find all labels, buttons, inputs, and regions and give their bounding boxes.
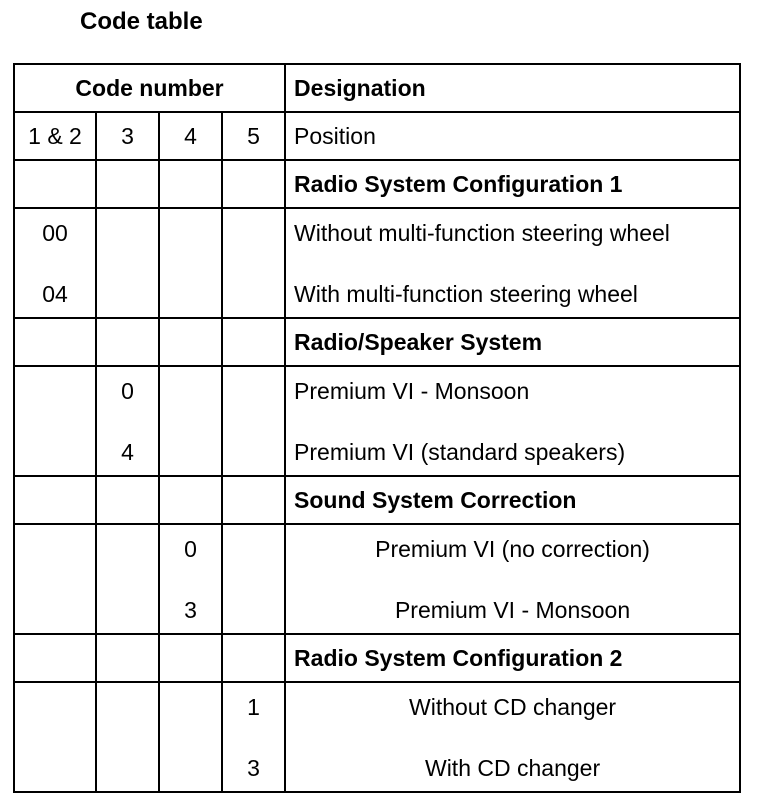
designation-value: Premium VI - Monsoon (394, 596, 631, 623)
designation-cell (285, 366, 740, 476)
designation-value: Premium VI (standard speakers) (294, 438, 626, 465)
code-number-header: Code number (14, 64, 285, 112)
empty-cell (159, 634, 222, 682)
code-cell (159, 524, 222, 634)
empty-cell (14, 682, 96, 792)
empty-cell (222, 476, 285, 524)
designation-value: Premium VI (no correction) (375, 535, 650, 562)
empty-cell (222, 634, 285, 682)
empty-cell (159, 476, 222, 524)
position-row (14, 112, 740, 160)
code-value: 3 (247, 754, 260, 781)
code-table (13, 63, 741, 793)
designation-header: Designation (285, 64, 740, 112)
empty-cell (96, 524, 159, 634)
empty-cell (14, 476, 96, 524)
designation-value: Premium VI - Monsoon (294, 377, 530, 404)
code-value: 04 (42, 280, 68, 307)
empty-cell (96, 634, 159, 682)
empty-cell (159, 366, 222, 476)
empty-cell (159, 318, 222, 366)
designation-value: With CD changer (424, 754, 601, 781)
code-value: 0 (121, 377, 134, 404)
empty-cell (222, 524, 285, 634)
empty-cell (96, 476, 159, 524)
section-heading: Radio/Speaker System (285, 318, 740, 366)
code-value: 00 (42, 219, 68, 246)
empty-cell (159, 208, 222, 318)
designation-cell (285, 524, 740, 634)
empty-cell (14, 366, 96, 476)
empty-cell (159, 160, 222, 208)
code-cell (14, 208, 96, 318)
empty-cell (96, 682, 159, 792)
empty-cell (96, 318, 159, 366)
section-heading-row (14, 318, 740, 366)
header-row (14, 64, 740, 112)
empty-cell (14, 318, 96, 366)
position-col-4: 4 (159, 112, 222, 160)
section-heading: Radio System Configuration 1 (285, 160, 740, 208)
position-col-3: 3 (96, 112, 159, 160)
empty-cell (222, 208, 285, 318)
designation-cell (285, 208, 740, 318)
empty-cell (222, 318, 285, 366)
position-col-1-2: 1 & 2 (14, 112, 96, 160)
empty-cell (14, 634, 96, 682)
designation-value: Without multi-function steering wheel (294, 219, 670, 246)
designation-cell (285, 682, 740, 792)
code-value: 0 (184, 535, 197, 562)
section-heading-row (14, 634, 740, 682)
empty-cell (96, 160, 159, 208)
designation-value: Without CD changer (409, 693, 617, 720)
section-codes-row (14, 366, 740, 476)
section-codes-row (14, 524, 740, 634)
empty-cell (222, 160, 285, 208)
empty-cell (14, 160, 96, 208)
section-heading: Radio System Configuration 2 (285, 634, 740, 682)
section-codes-row (14, 682, 740, 792)
code-cell (222, 682, 285, 792)
section-heading-row (14, 476, 740, 524)
section-heading-row (14, 160, 740, 208)
code-value: 3 (184, 596, 197, 623)
empty-cell (96, 208, 159, 318)
code-value: 1 (247, 693, 260, 720)
designation-value: With multi-function steering wheel (294, 280, 638, 307)
position-col-5: 5 (222, 112, 285, 160)
code-cell (96, 366, 159, 476)
empty-cell (222, 366, 285, 476)
empty-cell (14, 524, 96, 634)
position-label: Position (285, 112, 740, 160)
empty-cell (159, 682, 222, 792)
code-value: 4 (121, 438, 134, 465)
section-codes-row (14, 208, 740, 318)
section-heading: Sound System Correction (285, 476, 740, 524)
page-title: Code table (80, 8, 203, 35)
